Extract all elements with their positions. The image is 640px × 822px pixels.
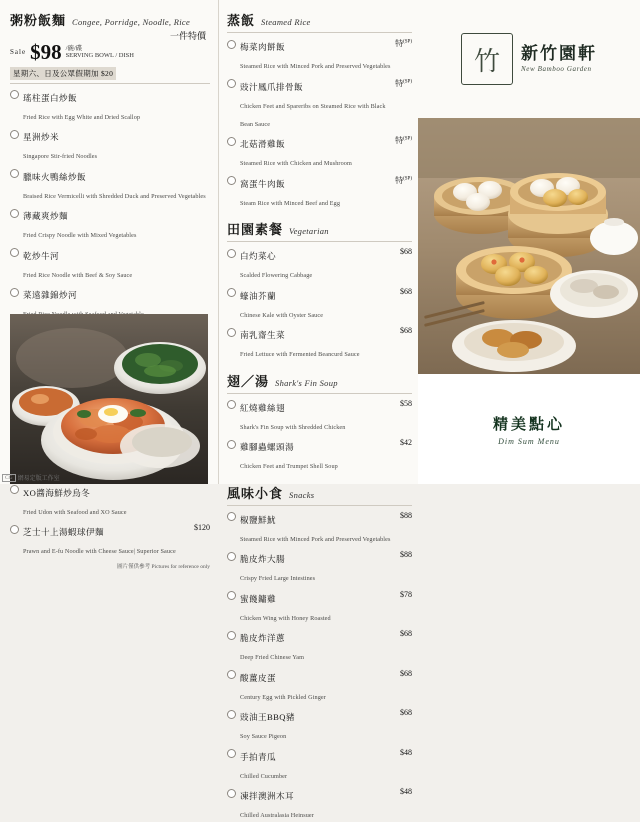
item-price: 特 (395, 79, 403, 88)
item-name-en: Chinese Kale with Oyster Sauce (240, 312, 323, 319)
item-name-en: Crispy Fried Large Intestines (240, 575, 315, 582)
section-title-cn: 田園素餐 (227, 219, 283, 238)
item-name-cn: 手拍青瓜 (240, 752, 276, 762)
item-name-en: Chicken Feet and Trumpet Shell Soup (240, 463, 338, 470)
item-name-en: Fried Crispy Noodle with Mixed Vegetables (23, 232, 136, 239)
item-name-en: Soy Sauce Pigeon (240, 733, 286, 740)
item-price: 特 (395, 39, 403, 48)
checkbox-circle-icon[interactable] (227, 79, 236, 88)
menu-item[interactable] (227, 398, 412, 434)
checkbox-circle-icon[interactable] (227, 440, 236, 449)
menu-item[interactable] (227, 174, 412, 210)
column-brand-dimsum (418, 0, 640, 484)
item-name-cn: 椒鹽鮮魷 (240, 515, 276, 525)
menu-item[interactable] (10, 206, 210, 242)
item-name-cn: 凍拌澳洲木耳 (240, 791, 294, 801)
checkbox-circle-icon[interactable] (10, 288, 19, 297)
menu-item[interactable] (10, 127, 210, 163)
checkbox-circle-icon[interactable] (227, 789, 236, 798)
menu-item[interactable] (227, 668, 412, 704)
item-price: $48 (400, 786, 412, 796)
item-name-en: Prawn and E-fu Noodle with Cheese Sauce| Superior Sauce (23, 548, 176, 555)
item-name-en: Chicken Wing with Honey Roasted (240, 615, 331, 622)
item-name-en: Braised Rice Vermicelli with Shredded Duck and Preserved Vegetables (23, 193, 206, 200)
item-name-en: Chicken Feet and Spareribs on Steamed Rice with Black Bean Sauce (240, 103, 386, 128)
item-price: $88 (400, 549, 412, 559)
checkbox-circle-icon[interactable] (10, 525, 19, 534)
item-price: $120 (194, 522, 210, 532)
checkbox-circle-icon[interactable] (227, 328, 236, 337)
checkbox-circle-icon[interactable] (227, 670, 236, 679)
menu-item[interactable] (227, 589, 412, 625)
checkbox-circle-icon[interactable] (227, 591, 236, 600)
divider (227, 505, 412, 506)
section-title-en: Vegetarian (289, 226, 329, 236)
checkbox-circle-icon[interactable] (227, 749, 236, 758)
item-name-en: Scalded Flowering Cabbage (240, 272, 312, 279)
item-list-vegetarian (227, 246, 412, 361)
checkbox-circle-icon[interactable] (10, 169, 19, 178)
bamboo-logo-icon: 竹 (461, 33, 513, 85)
menu-item[interactable] (227, 134, 412, 170)
item-name-cn: 蜜餞鏞雞 (240, 594, 276, 604)
menu-item[interactable] (227, 747, 412, 783)
item-name-en: Deep Fried Chinese Yam (240, 654, 304, 661)
item-name-en: Chilled Cucumber (240, 773, 287, 780)
menu-item[interactable] (10, 483, 210, 519)
section-header-congee (10, 10, 210, 29)
item-price: $68 (400, 246, 412, 256)
promo-price: $98 (30, 42, 62, 63)
divider (227, 32, 412, 33)
dim-sum-title-en: Dim Sum Menu (498, 437, 560, 446)
item-name-en: Chilled Australasia Heinsuer (240, 812, 314, 819)
menu-item[interactable] (227, 286, 412, 322)
brand-name-en: New Bamboo Garden (521, 66, 597, 74)
item-price: $58 (400, 398, 412, 408)
promo-unit-en: SERVING BOWL / DISH (66, 52, 134, 59)
section-title-en: Congee, Porridge, Noodle, Rice (72, 17, 190, 27)
item-list-steamed-rice (227, 37, 412, 210)
section-title-en: Shark's Fin Soup (275, 378, 338, 388)
section-title-cn: 粥粉飯麵 (10, 10, 66, 29)
item-name-cn: 白灼菜心 (240, 251, 276, 261)
item-name-cn: 脆皮炸洋蔥 (240, 633, 285, 643)
menu-item[interactable] (227, 549, 412, 585)
section-title-en: Steamed Rice (261, 17, 311, 27)
checkbox-circle-icon[interactable] (227, 176, 236, 185)
item-name-en: Fried Lettuce with Fermented Beancurd Sauce (240, 351, 360, 358)
menu-item[interactable] (227, 77, 412, 131)
item-price: $68 (400, 628, 412, 638)
item-name-cn: 星洲炒米 (23, 132, 59, 142)
item-name-cn: 脆皮炸大腸 (240, 554, 285, 564)
item-name-cn: 乾炒牛河 (23, 251, 59, 261)
item-price: $78 (400, 589, 412, 599)
checkbox-circle-icon[interactable] (227, 249, 236, 258)
checkbox-circle-icon[interactable] (227, 288, 236, 297)
section-title-en: Snacks (289, 490, 314, 500)
item-price: $88 (400, 510, 412, 520)
item-price-note: (SP) (403, 176, 412, 181)
item-name-en: Steamed Rice with Chicken and Mushroom (240, 160, 352, 167)
divider (227, 241, 412, 242)
item-name-en: Steamed Rice with Minced Pork and Preserved Vegetables (240, 536, 390, 543)
promo-block (10, 32, 210, 81)
item-name-cn: 蠔油芥蘭 (240, 291, 276, 301)
dim-sum-photo (418, 118, 640, 374)
item-name-cn: 雞腳蟲螺頭湯 (240, 442, 294, 452)
menu-item[interactable] (227, 628, 412, 664)
item-price: $68 (400, 325, 412, 335)
menu-item[interactable] (227, 325, 412, 361)
item-price: 特 (395, 136, 403, 145)
menu-item[interactable] (10, 522, 210, 558)
item-name-cn: 豉汁鳳爪排骨飯 (240, 82, 303, 92)
item-name-cn: 紅燒雞絲翅 (240, 403, 285, 413)
checkbox-circle-icon[interactable] (227, 631, 236, 640)
item-price: $68 (400, 707, 412, 717)
menu-item[interactable] (10, 167, 210, 203)
section-title-cn: 風味小食 (227, 483, 283, 502)
checkbox-circle-icon[interactable] (10, 130, 19, 139)
item-list-snacks (227, 510, 412, 822)
checkbox-circle-icon[interactable] (227, 512, 236, 521)
watermark-badge: CG (2, 474, 16, 482)
watermark (2, 473, 60, 482)
item-name-en: Steam Rice with Minced Beef and Egg (240, 200, 340, 207)
checkbox-circle-icon[interactable] (227, 710, 236, 719)
menu-item[interactable] (10, 88, 210, 124)
menu-item[interactable] (227, 510, 412, 546)
promo-stamp: 一件特價 (10, 32, 206, 42)
item-name-cn: 南乳齋生菜 (240, 330, 285, 340)
promo-unit-cn: /碗/碟 (66, 45, 83, 52)
dish-photo (10, 314, 208, 484)
item-name-cn: 臘味火鴨絲炒飯 (23, 172, 86, 182)
section-header-snacks (227, 483, 412, 502)
item-name-cn: 薄藏爽炒麵 (23, 211, 68, 221)
checkbox-circle-icon[interactable] (10, 209, 19, 218)
checkbox-circle-icon[interactable] (10, 248, 19, 257)
menu-item[interactable] (227, 707, 412, 743)
item-price-note: (SP) (403, 136, 412, 141)
item-name-en: Fried Udon with Seafood and XO Sauce (23, 509, 127, 516)
photo-footnote: 圖片僅供參考 Pictures for reference only (10, 562, 210, 570)
section-header-soup (227, 371, 412, 390)
item-name-cn: 梅菜肉餅飯 (240, 42, 285, 52)
item-name-cn: 窩蛋牛肉飯 (240, 179, 285, 189)
brand-logo (418, 0, 640, 118)
menu-item[interactable] (227, 437, 412, 473)
item-name-en: Steamed Rice with Minced Pork and Preserved Vegetables (240, 63, 390, 70)
checkbox-circle-icon[interactable] (10, 485, 19, 494)
item-name-cn: 芝士十上湯蝦球伊麵 (23, 527, 104, 537)
item-price: $68 (400, 668, 412, 678)
brand-name-cn: 新竹園軒 (521, 45, 597, 64)
item-name-cn: 酸薑皮蛋 (240, 673, 276, 683)
item-name-cn: 瑤柱蛋白炒飯 (23, 93, 77, 103)
checkbox-circle-icon[interactable] (227, 40, 236, 49)
checkbox-circle-icon[interactable] (227, 137, 236, 146)
item-name-cn: XO醬海鮮炒烏冬 (23, 488, 90, 498)
section-title-cn: 翅／湯 (227, 371, 269, 390)
section-header-steamed-rice (227, 10, 412, 29)
checkbox-circle-icon[interactable] (10, 90, 19, 99)
item-name-cn: 豉油王BBQ豬 (240, 712, 295, 722)
item-price: $68 (400, 286, 412, 296)
checkbox-circle-icon[interactable] (227, 400, 236, 409)
item-price: $48 (400, 747, 412, 757)
column-noodle-rice (0, 0, 218, 484)
item-name-en: Fried Rice Noodle with Beef & Soy Sauce (23, 272, 132, 279)
item-name-cn: 菜遠雜錦炒河 (23, 290, 77, 300)
item-name-cn: 北菇滑雞飯 (240, 139, 285, 149)
item-name-en: Shark's Fin Soup with Shredded Chicken (240, 424, 345, 431)
divider (227, 393, 412, 394)
dim-sum-title-cn: 精美點心 (493, 413, 565, 434)
item-list-soup (227, 398, 412, 474)
item-name-en: Singapore Stir-fried Noodles (23, 153, 97, 160)
menu-item[interactable] (227, 786, 412, 822)
item-price-note: (SP) (403, 79, 412, 84)
menu-item[interactable] (227, 246, 412, 282)
menu-item[interactable] (10, 246, 210, 282)
section-title-cn: 蒸飯 (227, 10, 255, 29)
promo-note: 星期六、日及公眾假期加 $20 (10, 67, 116, 80)
item-name-en: Century Egg with Pickled Ginger (240, 694, 326, 701)
section-header-vegetarian (227, 219, 412, 238)
checkbox-circle-icon[interactable] (227, 552, 236, 561)
divider (10, 83, 210, 84)
item-price: 特 (395, 176, 403, 185)
dim-sum-caption (418, 374, 640, 484)
item-name-en: Fried Rice with Egg White and Dried Scallop (23, 114, 140, 121)
item-price: $42 (400, 437, 412, 447)
item-price-note: (SP) (403, 39, 412, 44)
menu-item[interactable] (227, 37, 412, 73)
promo-sale-label: Sale (10, 48, 26, 56)
column-steamed-vegetarian-snacks (218, 0, 418, 484)
watermark-text: 網易定版工作室 (18, 473, 60, 482)
